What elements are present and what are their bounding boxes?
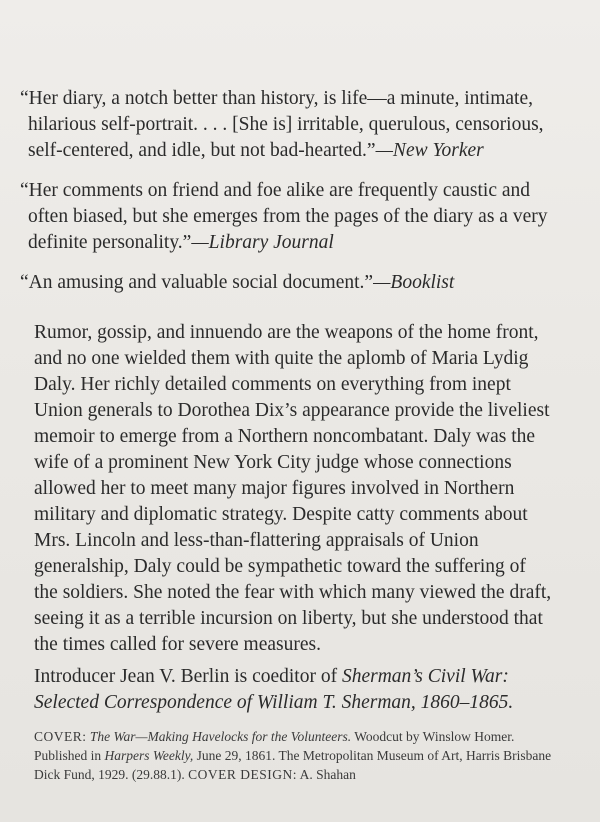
cover-artwork-title: The War—Making Havelocks for the Volunteers. (89, 729, 352, 744)
quote-text: “Her diary, a notch better than history, is life—a minute, intimate, hilarious self-portrait. . . . [She is] irritable, querulous, censorious, self-centered, and idle, but not bad-hearted.” (20, 88, 544, 161)
cover-designer: A. Shahan (297, 767, 356, 782)
book-description: Rumor, gossip, and innuendo are the weapons of the home front, and no one wielded them with quite the aplomb of Maria Lydig Daly. Her richly detailed comments on everything from inept Union generals to Dorothea Dix’s appearance provide the liveliest memoir to emerge from a Northern noncombatant. Daly was the wife of a prominent New York City judge whose connections allowed her to meet many major figures involved in Northern military and diplomatic strategy. Despite catty comments about Mrs. Lincoln and less-than-flattering appraisals of Union generalship, Daly could be sympathetic toward the suffering of the soldiers. She noted the fear with which many viewed the draft, seeing it as a terrible incursion on liberty, but she understood that the times called for severe measures. (34, 322, 552, 655)
cover-credit-text-2: June 29, 1861. The Metropolitan Museum of Art, Harris Brisbane Dick Fund, 1929. (29.88.1). (34, 748, 552, 782)
review-quote-booklist (20, 270, 560, 296)
cover-credit (34, 727, 564, 784)
introducer-lead: Introducer Jean V. Berlin is coeditor of (34, 666, 342, 687)
cover-design-label: COVER DESIGN: (188, 767, 298, 782)
quote-source: —Library Journal (191, 232, 334, 253)
introducer-book-title: Sherman’s Civil War: Selected Correspondence of William T. Sherman, 1860–1865. (34, 666, 514, 713)
review-quotes (20, 86, 560, 310)
introducer-note (34, 664, 564, 716)
review-quote-new-yorker (20, 86, 560, 164)
quote-text: “Her comments on friend and foe alike are frequently caustic and often biased, but she emerges from the pages of the diary as a very definite personality.” (20, 180, 548, 253)
quote-text: “An amusing and valuable social document.” (20, 272, 374, 293)
cover-label: COVER: (34, 729, 87, 744)
cover-credit-text-1: Woodcut by Winslow Homer. Published in (34, 729, 515, 763)
quote-source: —Booklist (373, 272, 455, 293)
review-quote-library-journal (20, 178, 560, 256)
cover-publication: Harpers Weekly, (104, 748, 194, 763)
quote-source: —New Yorker (375, 140, 484, 161)
